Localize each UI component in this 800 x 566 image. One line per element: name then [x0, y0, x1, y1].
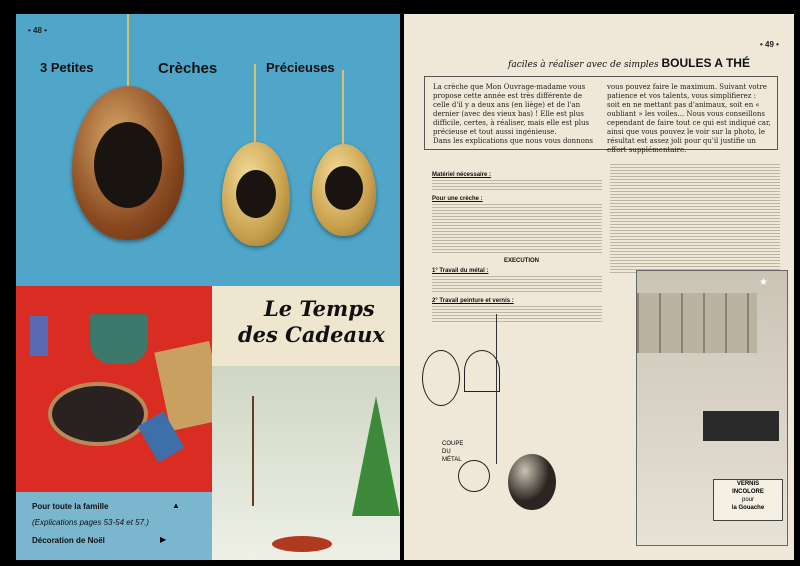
branch-icon — [252, 396, 314, 506]
materiel-label: Matériel nécessaire : — [432, 172, 492, 178]
creche-photo — [16, 14, 400, 286]
large-egg-creche — [72, 86, 184, 240]
intro-text-1: La crèche que Mon Ouvrage-madame vous propose cette année est très différente de celle d'il y a deux ans (en liège) et de l'an dernier (avec des vieux bas) ! Elle est plus difficile, certes, à réaliser, mais elle est plus précieuse et tout aussi ingénieuse. — [433, 83, 590, 136]
tree-icon — [352, 396, 400, 516]
materials-photo — [636, 270, 788, 546]
tea-ball-half-drawing — [464, 350, 500, 392]
magazine-spread — [6, 6, 794, 560]
chain-drawing — [496, 314, 497, 464]
caption-panel — [16, 492, 212, 560]
intro-box — [424, 76, 778, 154]
flowers-icon — [272, 536, 332, 552]
caption-line-3: Décoration de Noël — [32, 536, 105, 545]
text-block — [432, 204, 602, 254]
tea-ball-drawing — [422, 350, 460, 406]
vernis-line: la Gouache — [731, 505, 765, 511]
text-block — [610, 164, 780, 274]
text-block — [432, 180, 602, 192]
page-number-right: • 49 • — [760, 40, 779, 49]
creche-label: Pour une crèche : — [432, 196, 483, 202]
text-block — [432, 276, 602, 294]
box-icon — [48, 382, 148, 446]
star-icon: ★ — [759, 277, 768, 288]
step-1-label: 1° Travail du métal : — [432, 268, 489, 274]
feature-title-line-2: des Cadeaux — [238, 322, 385, 347]
left-page — [16, 14, 400, 560]
bead-tray-icon — [703, 411, 779, 441]
feature-title-line-1: Le Temps — [264, 296, 375, 321]
caption-line-2: (Explications pages 53-54 et 57.) — [32, 518, 149, 527]
medium-egg-creche — [222, 142, 290, 246]
triangle-right-icon: ▶ — [160, 535, 167, 544]
intro-text-2: Dans les explications que nous vous donnons — [433, 137, 593, 145]
header-bold: BOULES A THÉ — [661, 56, 750, 70]
right-page — [404, 14, 794, 560]
title-part-3: Précieuses — [266, 60, 335, 75]
decor-photo — [212, 366, 400, 560]
step-2-label: 2° Travail peinture et vernis : — [432, 298, 514, 304]
triangle-icon: ▲ — [172, 501, 180, 510]
figure-label: COUPE DU MÉTAL — [442, 441, 464, 463]
execution-label: EXECUTION — [504, 258, 540, 264]
intro-col-left — [433, 83, 599, 146]
vernis-line: VERNIS — [736, 481, 760, 487]
paint-palette-icon — [637, 293, 757, 353]
page-header — [508, 56, 750, 70]
title-part-2: Crèches — [158, 60, 218, 77]
vernis-label — [713, 479, 783, 521]
header-italic: faciles à réaliser avec de simples — [508, 60, 659, 70]
small-egg-creche — [312, 144, 376, 236]
hanging-wire — [342, 70, 344, 146]
title-part-1: 3 Petites — [40, 60, 94, 75]
page-number-left: • 48 • — [28, 26, 47, 35]
small-item-icon — [30, 316, 48, 356]
caption-line-1: Pour toute la famille — [32, 502, 109, 511]
flower-drawing — [458, 460, 490, 492]
text-block — [432, 306, 602, 322]
intro-col-right: vous pouvez faire le maximum. Suivant votre patience et vos talents, vous simplifierez : soit en ne mettant pas d'animaux, soit en « oubliant » les voiles... Nous vous conseillons cependant de faire tout ce qui est indiqué car, ainsi que vous pouvez le voir sur la photo, le résultat est assez joli pour qu'il justifie un effort supplémentaire. — [607, 83, 771, 154]
tea-ball-photo — [508, 454, 556, 510]
basket-icon — [90, 314, 148, 364]
feature-title — [238, 296, 388, 348]
vernis-line: INCOLORE — [732, 489, 764, 495]
hanging-wire — [254, 64, 256, 144]
vernis-line: pour — [741, 497, 754, 503]
hanging-wire — [127, 14, 129, 88]
